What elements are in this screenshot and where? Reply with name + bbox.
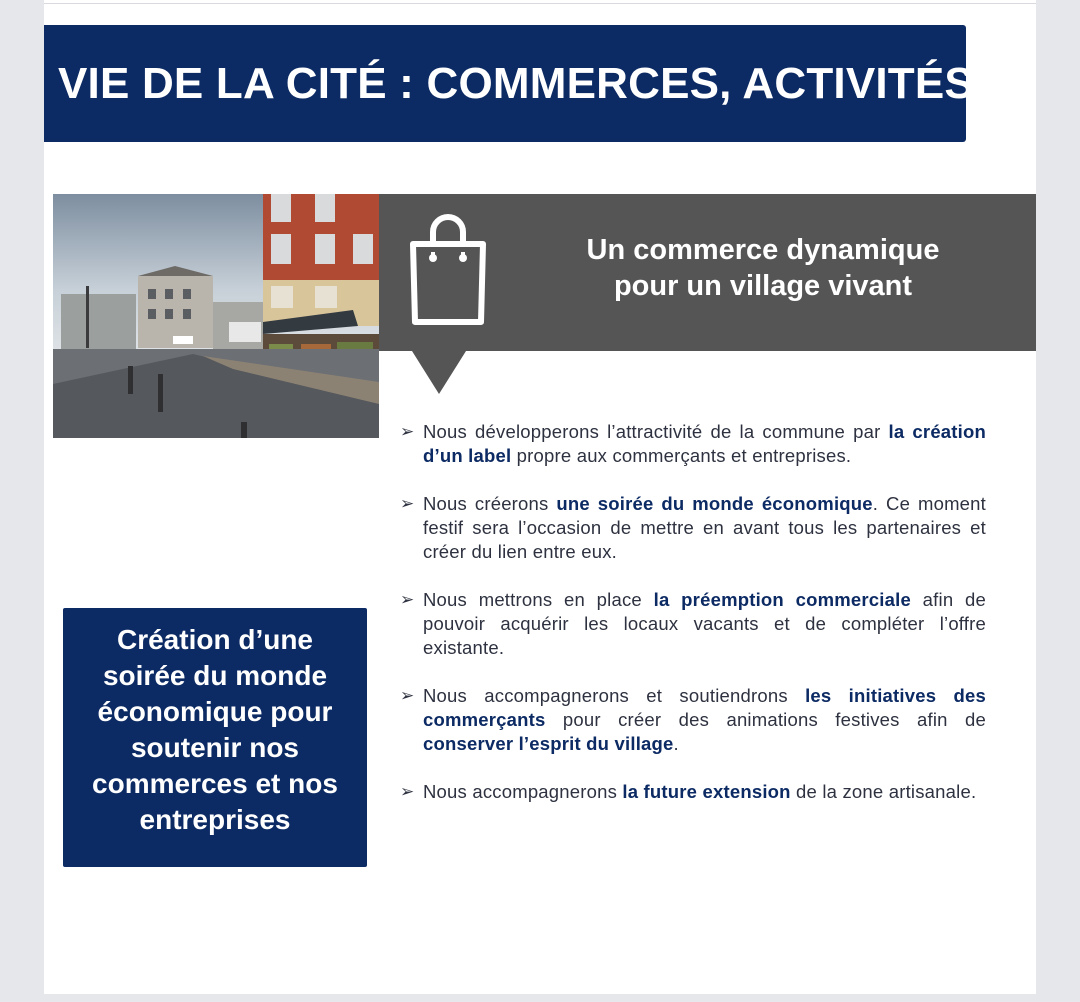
list-item — [400, 684, 986, 756]
body-text: Nous accompagnerons — [423, 781, 623, 802]
emphasis-text: conserver l’esprit du village — [423, 733, 674, 754]
callout-line: Création d’une — [116, 623, 313, 655]
emphasis-text: les initiatives des commerçants — [423, 685, 986, 730]
list-item — [400, 492, 986, 564]
body-text: Nous mettrons en place — [423, 589, 654, 610]
callout-line: commerces et nos — [92, 767, 338, 799]
body-text: propre aux commerçants et entreprises. — [511, 445, 852, 466]
callout-text — [70, 622, 360, 838]
bullet-arrow-icon: ➢ — [400, 422, 415, 441]
title-banner — [44, 25, 974, 142]
headline-line-2: pour un village vivant — [613, 270, 913, 302]
page-top-divider — [44, 3, 1036, 4]
callout-line: entreprises — [139, 803, 291, 835]
callout-line: soutenir nos — [130, 731, 299, 763]
band-pointer — [412, 351, 466, 394]
commitments-list — [400, 420, 986, 828]
callout-box — [63, 608, 367, 867]
body-text: pour créer des animations festives afin de — [545, 709, 986, 730]
headline-line-1: Un commerce dynamique — [586, 234, 940, 266]
body-text: afin de pouvoir acquérir les locaux vacants et de compléter l’offre existante. — [423, 589, 987, 658]
page-title: VIE DE LA CITÉ : COMMERCES, ACTIVITÉS — [58, 58, 974, 108]
emphasis-text: une soirée du monde économique — [556, 493, 873, 514]
body-text: Nous développerons l’attractivité de la commune par — [423, 421, 889, 442]
bullet-arrow-icon: ➢ — [400, 494, 415, 513]
document-page — [44, 0, 1036, 994]
street-photo — [53, 194, 379, 438]
body-text: de la zone artisanale. — [790, 781, 977, 802]
body-text: . — [673, 733, 679, 754]
bullet-arrow-icon: ➢ — [400, 590, 415, 609]
bullet-arrow-icon: ➢ — [400, 686, 415, 705]
headline — [514, 232, 1012, 304]
callout-line: économique pour — [97, 695, 333, 727]
body-text: Nous accompagnerons et soutiendrons — [423, 685, 806, 706]
list-item — [400, 588, 986, 660]
emphasis-text: la future extension — [622, 781, 791, 802]
body-text: Nous créerons — [423, 493, 557, 514]
emphasis-text: la création d’un label — [423, 421, 986, 466]
list-item — [400, 420, 986, 468]
body-text: . Ce moment festif sera l’occasion de mettre en avant tous les partenaires et créer du lien entre eux. — [423, 493, 986, 562]
shopping-bag-icon — [407, 214, 489, 328]
bullet-arrow-icon: ➢ — [400, 782, 415, 801]
callout-line: soirée du monde — [102, 659, 328, 691]
list-item — [400, 780, 986, 804]
emphasis-text: la préemption commerciale — [653, 589, 911, 610]
